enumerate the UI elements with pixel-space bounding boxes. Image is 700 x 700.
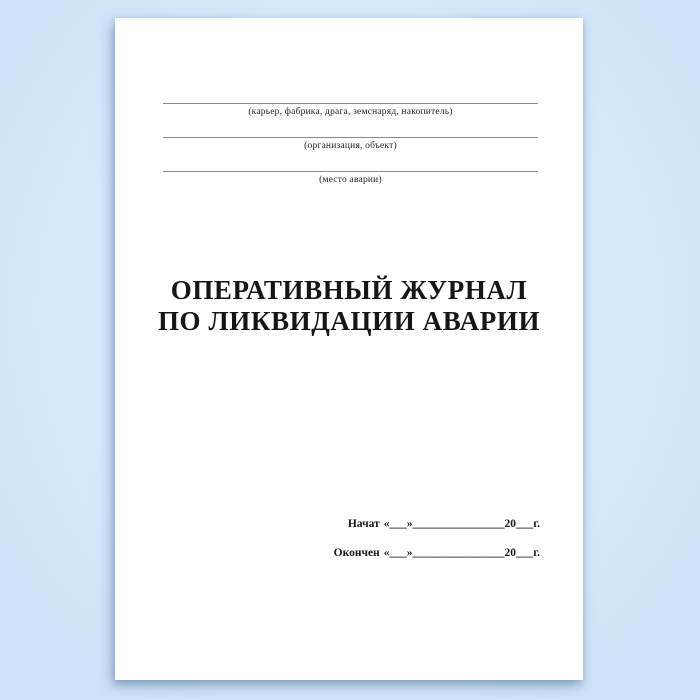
date-blank-finished: «___»________________20___г.: [383, 547, 540, 559]
header-field-accident-location: [163, 171, 538, 186]
date-blank-started: «___»________________20___г.: [383, 518, 540, 530]
document-title: [115, 275, 583, 337]
journal-cover-page: [115, 18, 583, 680]
blank-fill-line: [163, 171, 538, 172]
header-field-organization: [163, 137, 538, 152]
document-title-line1: ОПЕРАТИВНЫЙ ЖУРНАЛ: [170, 275, 528, 305]
field-caption: (карьер, фабрика, драга, земснаряд, накопитель): [248, 107, 453, 117]
blank-fill-line: [163, 103, 538, 104]
field-caption: (место аварии): [319, 175, 382, 185]
blank-fill-line: [163, 137, 538, 138]
document-title-line2: ПО ЛИКВИДАЦИИ АВАРИИ: [157, 306, 541, 336]
date-row-finished: [334, 547, 540, 559]
date-fields: [334, 518, 540, 559]
field-caption: (организация, объект): [304, 141, 397, 151]
date-row-started: [334, 518, 540, 530]
date-label-finished: Окончен: [333, 547, 380, 559]
header-field-facility: [163, 103, 538, 118]
date-label-started: Начат: [347, 518, 380, 530]
